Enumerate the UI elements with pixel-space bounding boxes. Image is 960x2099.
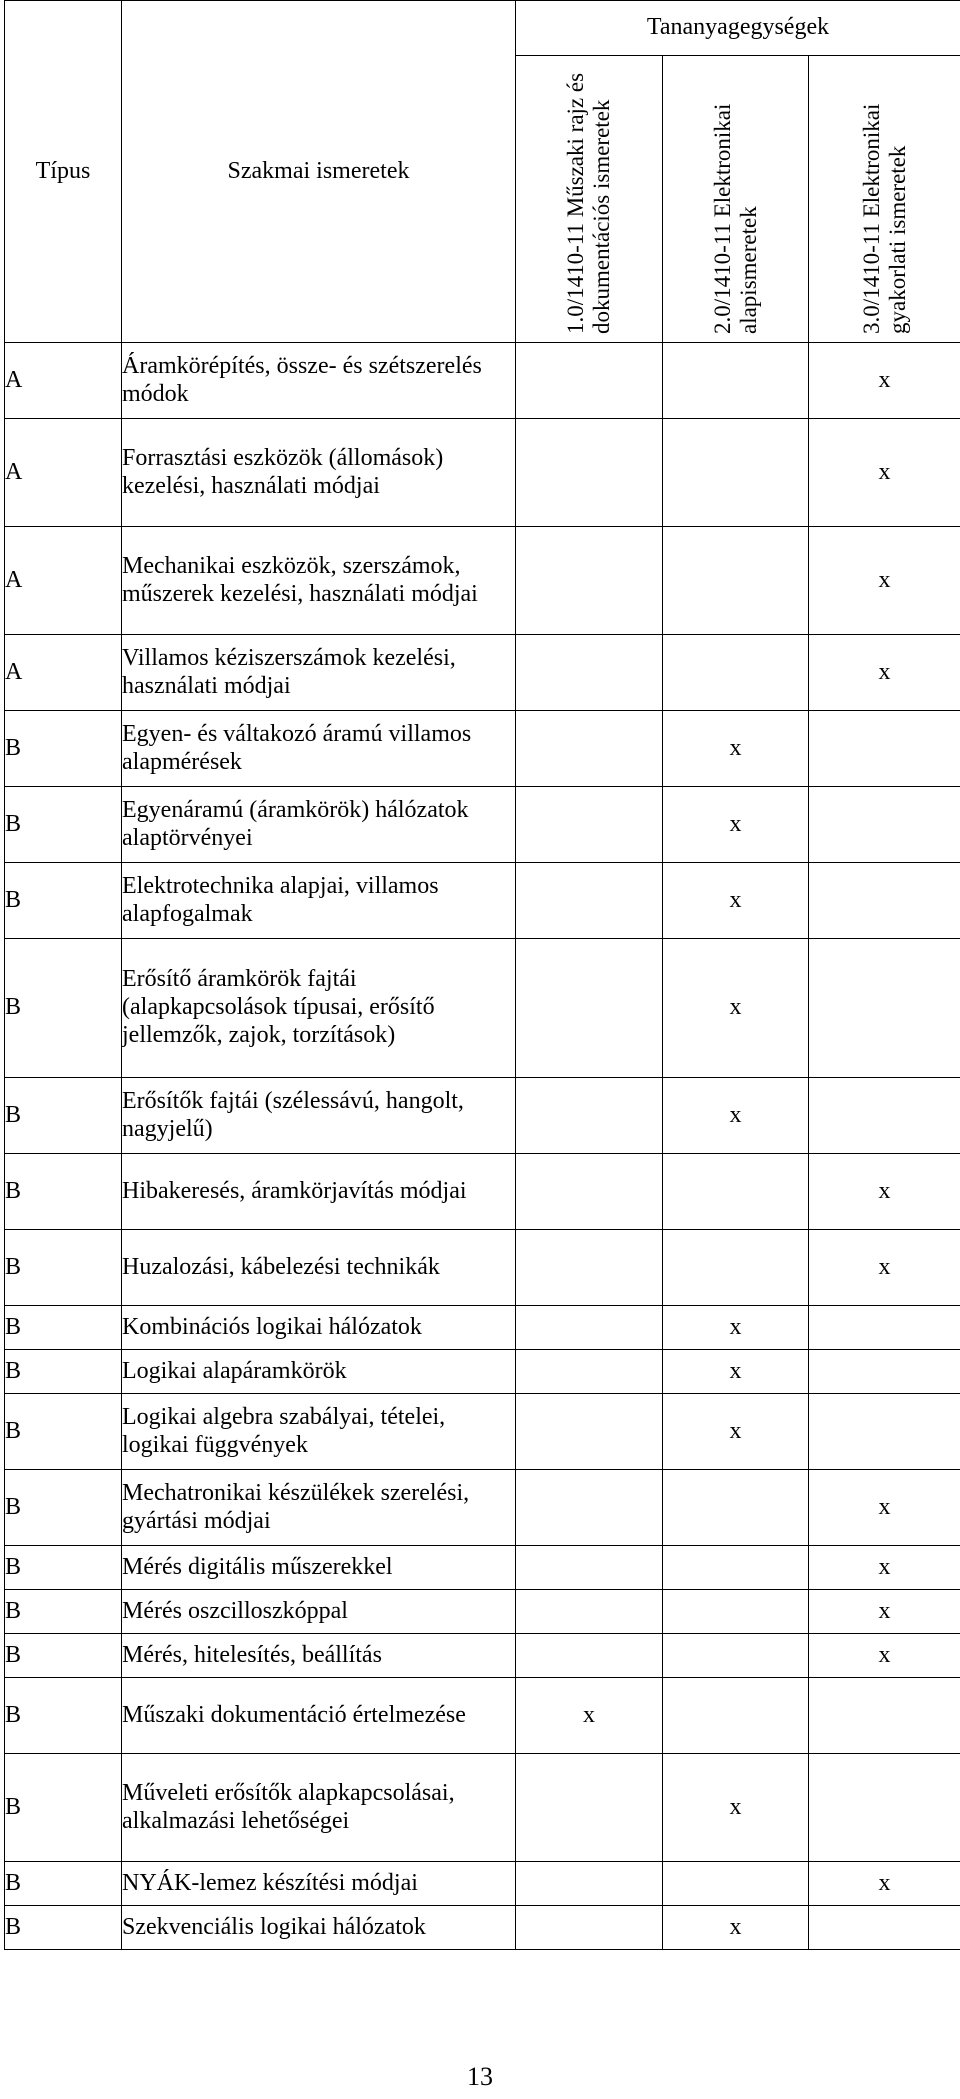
row-tipus: B	[5, 1306, 122, 1350]
table-row	[5, 787, 960, 863]
unit-2-mark	[663, 343, 809, 419]
unit-3-mark	[809, 711, 960, 787]
unit-3-mark	[809, 1394, 960, 1470]
unit-3-mark: x	[809, 527, 960, 635]
row-topic: Műveleti erősítők alapkapcsolásai, alkalmazási lehetőségei	[122, 1754, 516, 1862]
unit-3-mark: x	[809, 419, 960, 527]
table-row	[5, 1394, 960, 1470]
unit-3-mark: x	[809, 635, 960, 711]
unit-1-mark	[516, 635, 663, 711]
unit-1-mark	[516, 419, 663, 527]
unit-2-mark	[663, 1678, 809, 1754]
row-topic: Mérés oszcilloszkóppal	[122, 1590, 516, 1634]
row-topic: Szekvenciális logikai hálózatok	[122, 1906, 516, 1950]
unit-3-mark: x	[809, 343, 960, 419]
header-tipus: Típus	[5, 1, 122, 343]
header-unit-3	[809, 56, 960, 343]
row-topic: Kombinációs logikai hálózatok	[122, 1306, 516, 1350]
unit-1-mark	[516, 1394, 663, 1470]
row-topic: NYÁK-lemez készítési módjai	[122, 1862, 516, 1906]
curriculum-table	[4, 0, 960, 1950]
unit-3-mark	[809, 787, 960, 863]
header-szakmai-ismeretek: Szakmai ismeretek	[122, 1, 516, 343]
unit-2-mark: x	[663, 1350, 809, 1394]
table-row	[5, 1754, 960, 1862]
unit-2-mark: x	[663, 1394, 809, 1470]
unit-3-mark	[809, 1906, 960, 1950]
unit-1-mark	[516, 1754, 663, 1862]
unit-2-mark: x	[663, 1754, 809, 1862]
header-unit-3-label: 3.0/1410-11 Elektronikai gyakorlati ismeretek	[858, 103, 910, 334]
row-topic: Mechatronikai készülékek szerelési, gyártási módjai	[122, 1470, 516, 1546]
unit-2-mark	[663, 635, 809, 711]
table-body	[5, 343, 960, 1950]
row-topic: Huzalozási, kábelezési technikák	[122, 1230, 516, 1306]
row-topic: Egyen- és váltakozó áramú villamos alapmérések	[122, 711, 516, 787]
row-topic: Egyenáramú (áramkörök) hálózatok alaptörvényei	[122, 787, 516, 863]
row-tipus: B	[5, 939, 122, 1078]
table-row	[5, 1154, 960, 1230]
row-topic: Hibakeresés, áramkörjavítás módjai	[122, 1154, 516, 1230]
unit-1-mark	[516, 1546, 663, 1590]
unit-1-mark	[516, 1590, 663, 1634]
unit-1-mark	[516, 1230, 663, 1306]
row-tipus: A	[5, 527, 122, 635]
row-tipus: B	[5, 863, 122, 939]
page-number: 13	[467, 2062, 493, 2091]
row-topic: Mechanikai eszközök, szerszámok, műszerek kezelési, használati módjai	[122, 527, 516, 635]
unit-1-mark	[516, 863, 663, 939]
header-unit-1	[516, 56, 663, 343]
row-topic: Logikai alapáramkörök	[122, 1350, 516, 1394]
unit-2-mark	[663, 1634, 809, 1678]
row-tipus: B	[5, 1862, 122, 1906]
table-row	[5, 1470, 960, 1546]
table-row	[5, 1350, 960, 1394]
unit-2-mark	[663, 527, 809, 635]
unit-2-mark: x	[663, 1306, 809, 1350]
table-row	[5, 635, 960, 711]
unit-2-mark	[663, 1862, 809, 1906]
unit-1-mark	[516, 711, 663, 787]
row-tipus: B	[5, 1230, 122, 1306]
unit-2-mark	[663, 1154, 809, 1230]
unit-2-mark: x	[663, 863, 809, 939]
unit-1-mark: x	[516, 1678, 663, 1754]
row-tipus: B	[5, 1154, 122, 1230]
unit-3-mark	[809, 1754, 960, 1862]
unit-1-mark	[516, 1634, 663, 1678]
unit-3-mark: x	[809, 1634, 960, 1678]
unit-1-mark	[516, 1470, 663, 1546]
unit-3-mark	[809, 1678, 960, 1754]
unit-1-mark	[516, 1078, 663, 1154]
unit-3-mark: x	[809, 1590, 960, 1634]
unit-2-mark: x	[663, 939, 809, 1078]
row-tipus: B	[5, 1394, 122, 1470]
table-row	[5, 711, 960, 787]
row-tipus: B	[5, 787, 122, 863]
row-tipus: A	[5, 635, 122, 711]
table-row	[5, 1862, 960, 1906]
row-tipus: B	[5, 1546, 122, 1590]
table-row	[5, 1230, 960, 1306]
unit-1-mark	[516, 1306, 663, 1350]
row-tipus: B	[5, 1906, 122, 1950]
unit-1-mark	[516, 1154, 663, 1230]
unit-3-mark	[809, 1078, 960, 1154]
table-row	[5, 1078, 960, 1154]
unit-3-mark: x	[809, 1862, 960, 1906]
row-tipus: B	[5, 1590, 122, 1634]
unit-1-mark	[516, 527, 663, 635]
unit-2-mark: x	[663, 1906, 809, 1950]
unit-3-mark	[809, 1306, 960, 1350]
unit-1-mark	[516, 1862, 663, 1906]
unit-3-mark: x	[809, 1546, 960, 1590]
row-tipus: A	[5, 419, 122, 527]
unit-3-mark: x	[809, 1470, 960, 1546]
table-row	[5, 527, 960, 635]
row-tipus: B	[5, 1078, 122, 1154]
unit-3-mark: x	[809, 1154, 960, 1230]
row-topic: Áramkörépítés, össze- és szétszerelés módok	[122, 343, 516, 419]
header-tananyagegysegek: Tananyagegységek	[516, 1, 960, 56]
unit-1-mark	[516, 1350, 663, 1394]
row-topic: Villamos kéziszerszámok kezelési, használati módjai	[122, 635, 516, 711]
row-topic: Erősítő áramkörök fajtái (alapkapcsolások típusai, erősítő jellemzők, zajok, torzítások)	[122, 939, 516, 1078]
row-tipus: B	[5, 1754, 122, 1862]
row-tipus: B	[5, 711, 122, 787]
row-tipus: B	[5, 1470, 122, 1546]
row-topic: Elektrotechnika alapjai, villamos alapfogalmak	[122, 863, 516, 939]
header-unit-2	[663, 56, 809, 343]
unit-2-mark: x	[663, 1078, 809, 1154]
header-unit-1-label: 1.0/1410-11 Műszaki rajz és dokumentációs ismeretek	[563, 72, 614, 334]
unit-2-mark	[663, 1230, 809, 1306]
unit-2-mark	[663, 419, 809, 527]
unit-1-mark	[516, 1906, 663, 1950]
row-topic: Erősítők fajtái (szélessávú, hangolt, nagyjelű)	[122, 1078, 516, 1154]
table-row	[5, 343, 960, 419]
header-unit-2-label: 2.0/1410-11 Elektronikai alapismeretek	[709, 103, 761, 334]
table-row	[5, 863, 960, 939]
unit-2-mark: x	[663, 787, 809, 863]
unit-2-mark: x	[663, 711, 809, 787]
unit-1-mark	[516, 343, 663, 419]
row-topic: Műszaki dokumentáció értelmezése	[122, 1678, 516, 1754]
row-tipus: B	[5, 1350, 122, 1394]
unit-1-mark	[516, 787, 663, 863]
unit-3-mark	[809, 1350, 960, 1394]
row-tipus: B	[5, 1634, 122, 1678]
unit-2-mark	[663, 1546, 809, 1590]
table-row	[5, 419, 960, 527]
unit-3-mark: x	[809, 1230, 960, 1306]
row-topic: Mérés digitális műszerekkel	[122, 1546, 516, 1590]
row-tipus: A	[5, 343, 122, 419]
unit-1-mark	[516, 939, 663, 1078]
row-tipus: B	[5, 1678, 122, 1754]
table-row	[5, 1590, 960, 1634]
table-row	[5, 1678, 960, 1754]
row-topic: Logikai algebra szabályai, tételei, logikai függvények	[122, 1394, 516, 1470]
table-row	[5, 1906, 960, 1950]
row-topic: Mérés, hitelesítés, beállítás	[122, 1634, 516, 1678]
table-row	[5, 1546, 960, 1590]
row-topic: Forrasztási eszközök (állomások) kezelési, használati módjai	[122, 419, 516, 527]
unit-2-mark	[663, 1590, 809, 1634]
table-row	[5, 1634, 960, 1678]
unit-3-mark	[809, 863, 960, 939]
table-row	[5, 939, 960, 1078]
unit-2-mark	[663, 1470, 809, 1546]
table-row	[5, 1306, 960, 1350]
unit-3-mark	[809, 939, 960, 1078]
